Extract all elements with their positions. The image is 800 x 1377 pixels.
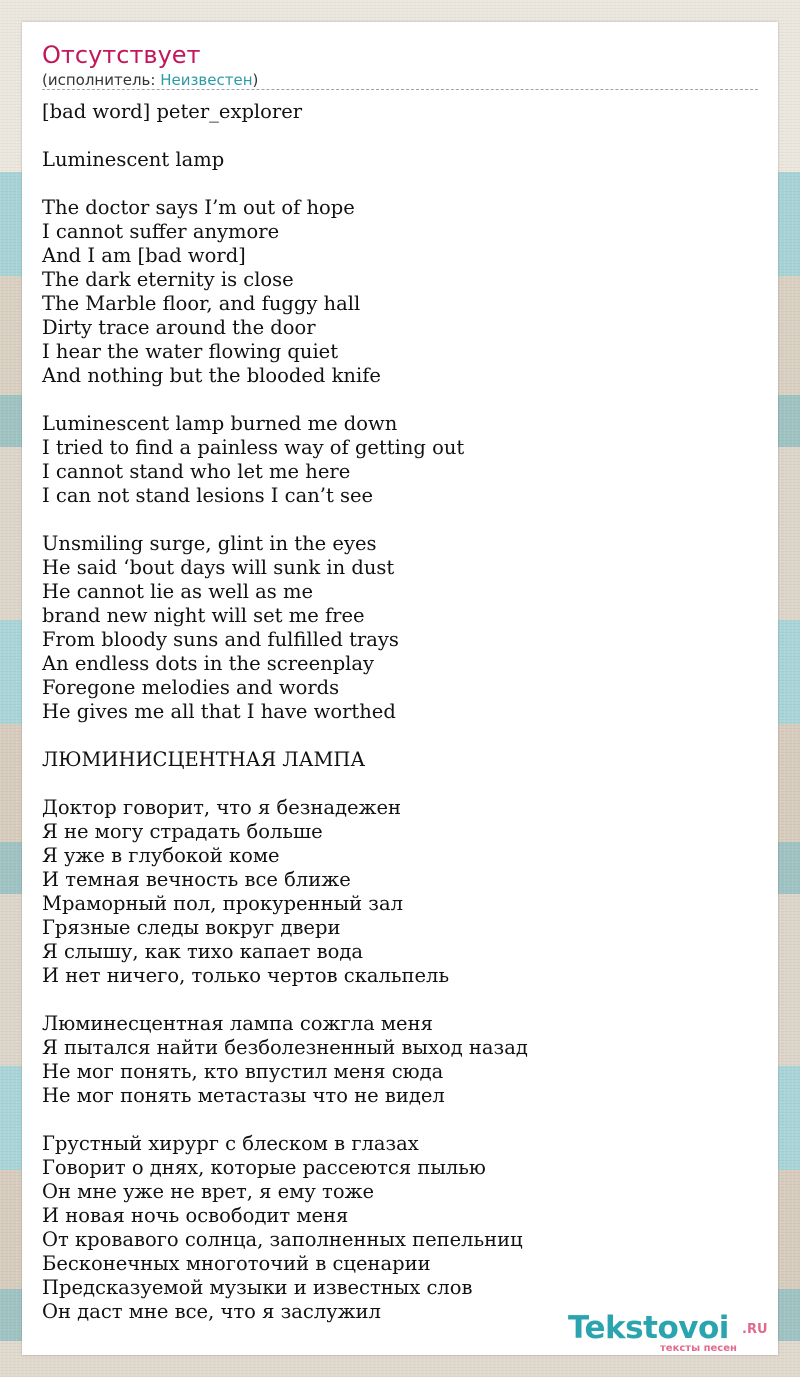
lyric-line: И нет ничего, только чертов скальпель [42,964,450,987]
lyric-line: I cannot suffer anymore [42,220,280,243]
lyric-line: The doctor says I’m out of hope [42,196,355,219]
lyric-line: Dirty trace around the door [42,316,316,339]
artist-suffix: ) [252,71,259,89]
lyrics-text [42,100,758,1324]
lyric-line: Доктор говорит, что я безнадежен [42,796,402,819]
artist-link[interactable]: Неизвестен [160,71,253,89]
lyric-blank-line [42,1108,758,1132]
lyric-blank-line [42,388,758,412]
lyric-blank-line [42,988,758,1012]
lyric-line: He cannot lie as well as me [42,580,313,603]
lyric-line: brand new night will set me free [42,604,365,627]
lyric-line: I tried to find a painless way of getting out [42,436,465,459]
lyric-blank-line [42,124,758,148]
lyric-line: And nothing but the blooded knife [42,364,381,387]
lyric-line: Unsmiling surge, glint in the eyes [42,532,377,555]
lyric-line: Грустный хирург с блеском в глазах [42,1132,419,1155]
artist-line [42,70,258,90]
lyric-line: Предсказуемой музыки и известных слов [42,1276,473,1299]
lyric-line: An endless dots in the screenplay [42,652,375,675]
lyric-line: [bad word] peter_explorer [42,100,303,123]
lyric-line: Я слышу, как тихо капает вода [42,940,364,963]
lyric-line: Он мне уже не врет, я ему тоже [42,1180,375,1203]
lyric-line: Я пытался найти безболезненный выход назад [42,1036,528,1059]
logo-name: Tekstovoi [568,1310,729,1346]
lyric-line: От кровавого солнца, заполненных пепельниц [42,1228,523,1251]
lyric-line: He gives me all that I have worthed [42,700,396,723]
lyrics-card [22,22,778,1355]
lyric-line: Не мог понять, кто впустил меня сюда [42,1060,444,1083]
lyric-line: И темная вечность все ближе [42,868,351,891]
lyric-line: The Marble floor, and fuggy hall [42,292,361,315]
lyric-line: From bloody suns and fulfilled trays [42,628,399,651]
lyric-line: Luminescent lamp burned me down [42,412,398,435]
lyric-line: Люминесцентная лампа сожгла меня [42,1012,433,1035]
lyric-blank-line [42,772,758,796]
lyric-blank-line [42,508,758,532]
lyric-line: Luminescent lamp [42,148,225,171]
lyric-blank-line [42,172,758,196]
lyric-line: Foregone melodies and words [42,676,340,699]
lyric-line: Я уже в глубокой коме [42,844,280,867]
lyric-line: Говорит о днях, которые рассеются пылью [42,1156,486,1179]
lyric-line: Не мог понять метастазы что не видел [42,1084,445,1107]
lyric-line: And I am [bad word] [42,244,246,267]
lyric-line: I cannot stand who let me here [42,460,351,483]
lyric-line: I hear the water flowing quiet [42,340,339,363]
lyric-line: Мраморный пол, прокуренный зал [42,892,403,915]
lyric-line: I can not stand lesions I can’t see [42,484,374,507]
lyric-blank-line [42,724,758,748]
logo-domain: .RU [742,1322,768,1337]
lyric-line: И новая ночь освободит меня [42,1204,349,1227]
song-title: Отсутствует [42,41,201,69]
lyric-line: ЛЮМИНИСЦЕНТНАЯ ЛАМПА [42,748,366,771]
lyric-line: He said ‘bout days will sunk in dust [42,556,395,579]
lyric-line: Грязные следы вокруг двери [42,916,341,939]
dashed-divider [42,89,758,90]
lyric-line: Он даст мне все, что я заслужил [42,1300,381,1323]
tekstovoi-logo[interactable] [568,1310,773,1356]
lyric-line: Бесконечных многоточий в сценарии [42,1252,431,1275]
lyric-line: The dark eternity is close [42,268,294,291]
logo-tagline: тексты песен [660,1343,737,1354]
artist-prefix: (исполнитель: [42,71,161,89]
lyric-line: Я не могу страдать больше [42,820,323,843]
